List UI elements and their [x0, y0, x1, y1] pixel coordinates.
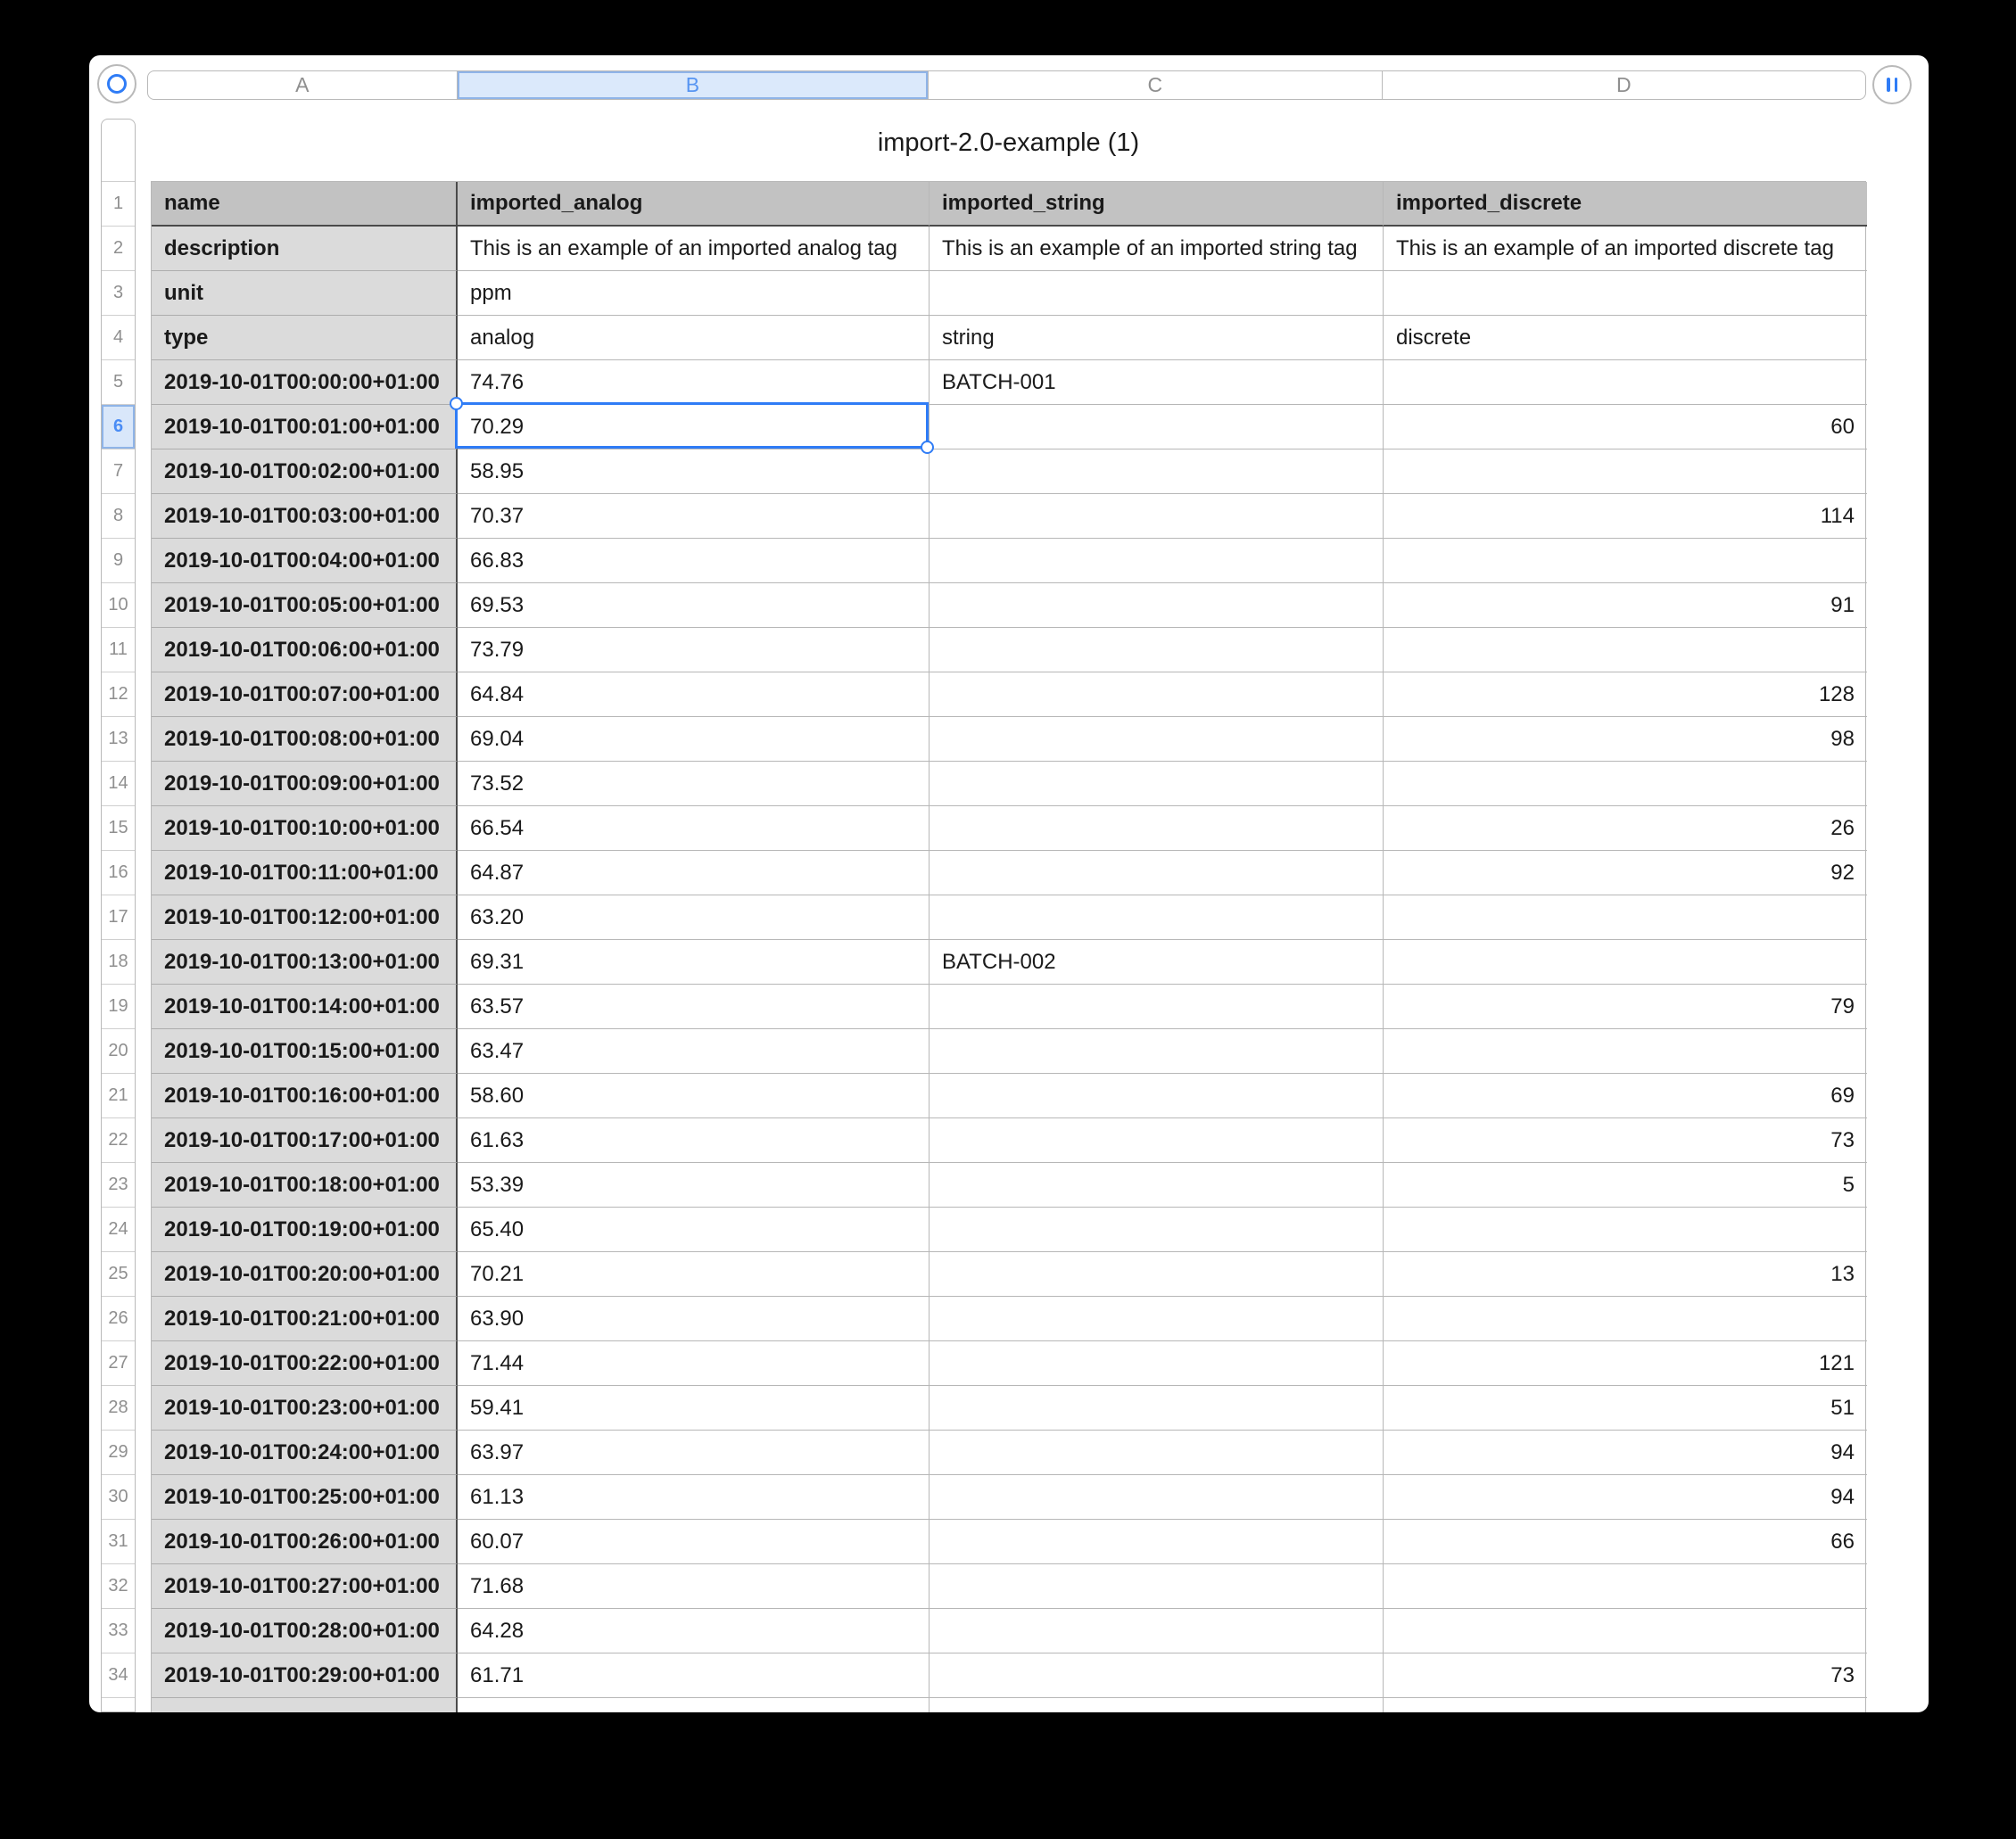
cell-B28[interactable]: 59.41: [458, 1386, 930, 1431]
table-row: [152, 1386, 1865, 1431]
circle-ring-icon: [107, 74, 127, 94]
row-header-21[interactable]: 21: [102, 1074, 135, 1118]
table-row: [152, 717, 1865, 762]
cell-B26[interactable]: 63.90: [458, 1297, 930, 1341]
row-header-24[interactable]: 24: [102, 1208, 135, 1252]
table-row: [152, 1118, 1865, 1163]
cell-D30[interactable]: 94: [1384, 1475, 1867, 1520]
row-header-2[interactable]: 2: [102, 227, 135, 271]
row-header-29[interactable]: 29: [102, 1431, 135, 1475]
cell-B27[interactable]: 71.44: [458, 1341, 930, 1386]
table-row: [152, 628, 1865, 672]
cell-A27[interactable]: 2019-10-01T00:22:00+01:00: [152, 1341, 458, 1386]
cell-C35[interactable]: [930, 1698, 1384, 1712]
row-header-7[interactable]: 7: [102, 449, 135, 494]
row-header-26[interactable]: 26: [102, 1297, 135, 1341]
cell-B13[interactable]: 69.04: [458, 717, 930, 762]
row-header-18[interactable]: 18: [102, 940, 135, 985]
cell-A4[interactable]: type: [152, 316, 458, 360]
cell-D18[interactable]: [1384, 940, 1867, 985]
row-header-11[interactable]: 11: [102, 628, 135, 672]
table-row: [152, 227, 1865, 271]
row-header-1[interactable]: 1: [102, 182, 135, 227]
cell-D28[interactable]: 51: [1384, 1386, 1867, 1431]
cell-A28[interactable]: 2019-10-01T00:23:00+01:00: [152, 1386, 458, 1431]
cell-C21[interactable]: [930, 1074, 1384, 1118]
cell-A29[interactable]: 2019-10-01T00:24:00+01:00: [152, 1431, 458, 1475]
cell-A12[interactable]: 2019-10-01T00:07:00+01:00: [152, 672, 458, 717]
selected-cell-outline[interactable]: [455, 402, 929, 449]
cell-B9[interactable]: 66.83: [458, 539, 930, 583]
cell-D7[interactable]: [1384, 449, 1867, 494]
cell-B16[interactable]: 64.87: [458, 851, 930, 895]
row-header-partial[interactable]: [102, 1698, 135, 1712]
table-row: [152, 1341, 1865, 1386]
table-row: [152, 271, 1865, 316]
cell-B34[interactable]: 61.71: [458, 1653, 930, 1698]
cell-A17[interactable]: 2019-10-01T00:12:00+01:00: [152, 895, 458, 940]
cell-C33[interactable]: [930, 1609, 1384, 1653]
cell-B19[interactable]: 63.57: [458, 985, 930, 1029]
cell-A21[interactable]: 2019-10-01T00:16:00+01:00: [152, 1074, 458, 1118]
cell-A24[interactable]: 2019-10-01T00:19:00+01:00: [152, 1208, 458, 1252]
table-row: [152, 1564, 1865, 1609]
cell-B18[interactable]: 69.31: [458, 940, 930, 985]
cell-B15[interactable]: 66.54: [458, 806, 930, 851]
column-header-bar: [147, 70, 1866, 100]
table-row: [152, 1208, 1865, 1252]
cell-D21[interactable]: 69: [1384, 1074, 1867, 1118]
table-row: [152, 1653, 1865, 1698]
row-header-23[interactable]: 23: [102, 1163, 135, 1208]
row-header-33[interactable]: 33: [102, 1609, 135, 1653]
cell-C31[interactable]: [930, 1520, 1384, 1564]
cell-C30[interactable]: [930, 1475, 1384, 1520]
cell-A19[interactable]: 2019-10-01T00:14:00+01:00: [152, 985, 458, 1029]
spreadsheet-table: [151, 181, 1866, 1712]
cell-D15[interactable]: 26: [1384, 806, 1867, 851]
row-header-25[interactable]: 25: [102, 1252, 135, 1297]
cell-D16[interactable]: 92: [1384, 851, 1867, 895]
cell-C20[interactable]: [930, 1029, 1384, 1074]
cell-A32[interactable]: 2019-10-01T00:27:00+01:00: [152, 1564, 458, 1609]
cell-C34[interactable]: [930, 1653, 1384, 1698]
row-header-16[interactable]: 16: [102, 851, 135, 895]
cell-C16[interactable]: [930, 851, 1384, 895]
cell-B4[interactable]: analog: [458, 316, 930, 360]
cell-D2[interactable]: This is an example of an imported discrete tag: [1384, 227, 1867, 271]
cell-A11[interactable]: 2019-10-01T00:06:00+01:00: [152, 628, 458, 672]
cell-C29[interactable]: [930, 1431, 1384, 1475]
cell-A2[interactable]: description: [152, 227, 458, 271]
spreadsheet-window: [89, 55, 1929, 1712]
table-row: [152, 1431, 1865, 1475]
cell-A3[interactable]: unit: [152, 271, 458, 316]
table-row: [152, 985, 1865, 1029]
column-header-D[interactable]: D: [1615, 73, 1632, 96]
cell-B12[interactable]: 64.84: [458, 672, 930, 717]
cell-B23[interactable]: 53.39: [458, 1163, 930, 1208]
cell-C24[interactable]: [930, 1208, 1384, 1252]
row-header-22[interactable]: 22: [102, 1118, 135, 1163]
row-header-6[interactable]: 6: [102, 405, 135, 449]
cell-A25[interactable]: 2019-10-01T00:20:00+01:00: [152, 1252, 458, 1297]
row-header-9[interactable]: 9: [102, 539, 135, 583]
row-header-8[interactable]: 8: [102, 494, 135, 539]
cell-D8[interactable]: 114: [1384, 494, 1867, 539]
cell-B35[interactable]: [458, 1698, 930, 1712]
table-row: [152, 494, 1865, 539]
cell-D11[interactable]: [1384, 628, 1867, 672]
cell-B5[interactable]: 74.76: [458, 360, 930, 405]
cell-A23[interactable]: 2019-10-01T00:18:00+01:00: [152, 1163, 458, 1208]
table-row: [152, 405, 1865, 449]
cell-C27[interactable]: [930, 1341, 1384, 1386]
table-row: [152, 1163, 1865, 1208]
row-header-19[interactable]: 19: [102, 985, 135, 1029]
row-header-3[interactable]: 3: [102, 271, 135, 316]
table-row: [152, 449, 1865, 494]
row-header-34[interactable]: 34: [102, 1653, 135, 1698]
table-row: [152, 1609, 1865, 1653]
cell-B22[interactable]: 61.63: [458, 1118, 930, 1163]
cell-A16[interactable]: 2019-10-01T00:11:00+01:00: [152, 851, 458, 895]
cell-C5[interactable]: BATCH-001: [930, 360, 1384, 405]
cell-D1[interactable]: imported_discrete: [1384, 182, 1867, 227]
row-header-31[interactable]: 31: [102, 1520, 135, 1564]
table-row: [152, 1252, 1865, 1297]
table-row: [152, 851, 1865, 895]
cell-D12[interactable]: 128: [1384, 672, 1867, 717]
row-header-30[interactable]: 30: [102, 1475, 135, 1520]
cell-B32[interactable]: 71.68: [458, 1564, 930, 1609]
cell-B20[interactable]: 63.47: [458, 1029, 930, 1074]
cell-A33[interactable]: 2019-10-01T00:28:00+01:00: [152, 1609, 458, 1653]
row-header-17[interactable]: 17: [102, 895, 135, 940]
cell-D17[interactable]: [1384, 895, 1867, 940]
cell-A1[interactable]: name: [152, 182, 458, 227]
cell-D22[interactable]: 73: [1384, 1118, 1867, 1163]
column-resize-handle[interactable]: [1872, 65, 1912, 104]
cell-C3[interactable]: [930, 271, 1384, 316]
cell-C23[interactable]: [930, 1163, 1384, 1208]
cell-B3[interactable]: ppm: [458, 271, 930, 316]
cell-B1[interactable]: imported_analog: [458, 182, 930, 227]
cell-B33[interactable]: 64.28: [458, 1609, 930, 1653]
selection-handle-bottom-right[interactable]: [921, 441, 934, 454]
cell-C28[interactable]: [930, 1386, 1384, 1431]
row-header-bar: [101, 119, 136, 1712]
cell-C1[interactable]: imported_string: [930, 182, 1384, 227]
cell-C10[interactable]: [930, 583, 1384, 628]
cell-C13[interactable]: [930, 717, 1384, 762]
cell-D19[interactable]: 79: [1384, 985, 1867, 1029]
cell-B24[interactable]: 65.40: [458, 1208, 930, 1252]
table-row: [152, 539, 1865, 583]
cell-C11[interactable]: [930, 628, 1384, 672]
cell-D23[interactable]: 5: [1384, 1163, 1867, 1208]
cell-D29[interactable]: 94: [1384, 1431, 1867, 1475]
cell-B25[interactable]: 70.21: [458, 1252, 930, 1297]
cell-C17[interactable]: [930, 895, 1384, 940]
cell-C4[interactable]: string: [930, 316, 1384, 360]
cell-A22[interactable]: 2019-10-01T00:17:00+01:00: [152, 1118, 458, 1163]
cell-A8[interactable]: 2019-10-01T00:03:00+01:00: [152, 494, 458, 539]
cell-A15[interactable]: 2019-10-01T00:10:00+01:00: [152, 806, 458, 851]
cell-D24[interactable]: [1384, 1208, 1867, 1252]
cell-A26[interactable]: 2019-10-01T00:21:00+01:00: [152, 1297, 458, 1341]
cell-C26[interactable]: [930, 1297, 1384, 1341]
cell-C14[interactable]: [930, 762, 1384, 806]
cell-B21[interactable]: 58.60: [458, 1074, 930, 1118]
table-row: [152, 940, 1865, 985]
cell-A10[interactable]: 2019-10-01T00:05:00+01:00: [152, 583, 458, 628]
cell-A35[interactable]: [152, 1698, 458, 1712]
cell-D13[interactable]: 98: [1384, 717, 1867, 762]
column-header-B[interactable]: B: [458, 71, 929, 99]
table-row-header: [152, 182, 1865, 227]
cell-C15[interactable]: [930, 806, 1384, 851]
cell-D20[interactable]: [1384, 1029, 1867, 1074]
double-bar-icon: [1887, 78, 1897, 92]
row-header-13[interactable]: 13: [102, 717, 135, 762]
cell-A20[interactable]: 2019-10-01T00:15:00+01:00: [152, 1029, 458, 1074]
table-row: [152, 672, 1865, 717]
table-row: [152, 895, 1865, 940]
cell-C6[interactable]: [930, 405, 1384, 449]
cell-A5[interactable]: 2019-10-01T00:00:00+01:00: [152, 360, 458, 405]
cell-D9[interactable]: [1384, 539, 1867, 583]
cell-A14[interactable]: 2019-10-01T00:09:00+01:00: [152, 762, 458, 806]
cell-B2[interactable]: This is an example of an imported analog tag: [458, 227, 930, 271]
row-header-12[interactable]: 12: [102, 672, 135, 717]
cell-C8[interactable]: [930, 494, 1384, 539]
table-row: [152, 1520, 1865, 1564]
cell-C7[interactable]: [930, 449, 1384, 494]
table-row: [152, 1475, 1865, 1520]
cell-C22[interactable]: [930, 1118, 1384, 1163]
cell-D33[interactable]: [1384, 1609, 1867, 1653]
table-row: [152, 1698, 1865, 1712]
cell-C25[interactable]: [930, 1252, 1384, 1297]
cell-B6[interactable]: 70.29: [458, 405, 930, 449]
cell-C12[interactable]: [930, 672, 1384, 717]
cell-D31[interactable]: 66: [1384, 1520, 1867, 1564]
cell-A13[interactable]: 2019-10-01T00:08:00+01:00: [152, 717, 458, 762]
cell-C9[interactable]: [930, 539, 1384, 583]
cell-A18[interactable]: 2019-10-01T00:13:00+01:00: [152, 940, 458, 985]
cell-D14[interactable]: [1384, 762, 1867, 806]
row-header-27[interactable]: 27: [102, 1341, 135, 1386]
table-row: [152, 1297, 1865, 1341]
cell-D34[interactable]: 73: [1384, 1653, 1867, 1698]
column-header-A[interactable]: A: [148, 71, 458, 99]
cell-D10[interactable]: 91: [1384, 583, 1867, 628]
cell-D32[interactable]: [1384, 1564, 1867, 1609]
row-header-20[interactable]: 20: [102, 1029, 135, 1074]
cell-D3[interactable]: [1384, 271, 1867, 316]
row-header-4[interactable]: 4: [102, 316, 135, 360]
table-row: [152, 762, 1865, 806]
cell-B30[interactable]: 61.13: [458, 1475, 930, 1520]
row-header-10[interactable]: 10: [102, 583, 135, 628]
table-row: [152, 360, 1865, 405]
cell-C18[interactable]: BATCH-002: [930, 940, 1384, 985]
cell-A30[interactable]: 2019-10-01T00:25:00+01:00: [152, 1475, 458, 1520]
table-row: [152, 316, 1865, 360]
cell-D25[interactable]: 13: [1384, 1252, 1867, 1297]
row-header-28[interactable]: 28: [102, 1386, 135, 1431]
table-select-handle[interactable]: [97, 64, 136, 103]
cell-A34[interactable]: 2019-10-01T00:29:00+01:00: [152, 1653, 458, 1698]
cell-B29[interactable]: 63.97: [458, 1431, 930, 1475]
cell-B7[interactable]: 58.95: [458, 449, 930, 494]
cell-B10[interactable]: 69.53: [458, 583, 930, 628]
cell-B8[interactable]: 70.37: [458, 494, 930, 539]
cell-B14[interactable]: 73.52: [458, 762, 930, 806]
table-row: [152, 1074, 1865, 1118]
cell-D27[interactable]: 121: [1384, 1341, 1867, 1386]
column-header-C[interactable]: C: [929, 71, 1382, 99]
row-header-32[interactable]: 32: [102, 1564, 135, 1609]
cell-C19[interactable]: [930, 985, 1384, 1029]
cell-D6[interactable]: 60: [1384, 405, 1867, 449]
cell-C32[interactable]: [930, 1564, 1384, 1609]
cell-B31[interactable]: 60.07: [458, 1520, 930, 1564]
row-header-5[interactable]: 5: [102, 360, 135, 405]
row-header-15[interactable]: 15: [102, 806, 135, 851]
cell-B17[interactable]: 63.20: [458, 895, 930, 940]
row-header-spacer: [102, 120, 135, 182]
cell-A9[interactable]: 2019-10-01T00:04:00+01:00: [152, 539, 458, 583]
cell-D4[interactable]: discrete: [1384, 316, 1867, 360]
selection-handle-top-left[interactable]: [450, 397, 463, 410]
cell-A6[interactable]: 2019-10-01T00:01:00+01:00: [152, 405, 458, 449]
cell-B11[interactable]: 73.79: [458, 628, 930, 672]
cell-A31[interactable]: 2019-10-01T00:26:00+01:00: [152, 1520, 458, 1564]
cell-D35[interactable]: [1384, 1698, 1867, 1712]
table-row: [152, 1029, 1865, 1074]
cell-D26[interactable]: [1384, 1297, 1867, 1341]
row-header-14[interactable]: 14: [102, 762, 135, 806]
sheet-title[interactable]: import-2.0-example (1): [877, 128, 1140, 157]
table-row: [152, 583, 1865, 628]
cell-A7[interactable]: 2019-10-01T00:02:00+01:00: [152, 449, 458, 494]
table-row: [152, 806, 1865, 851]
cell-C2[interactable]: This is an example of an imported string tag: [930, 227, 1384, 271]
cell-D5[interactable]: [1384, 360, 1867, 405]
